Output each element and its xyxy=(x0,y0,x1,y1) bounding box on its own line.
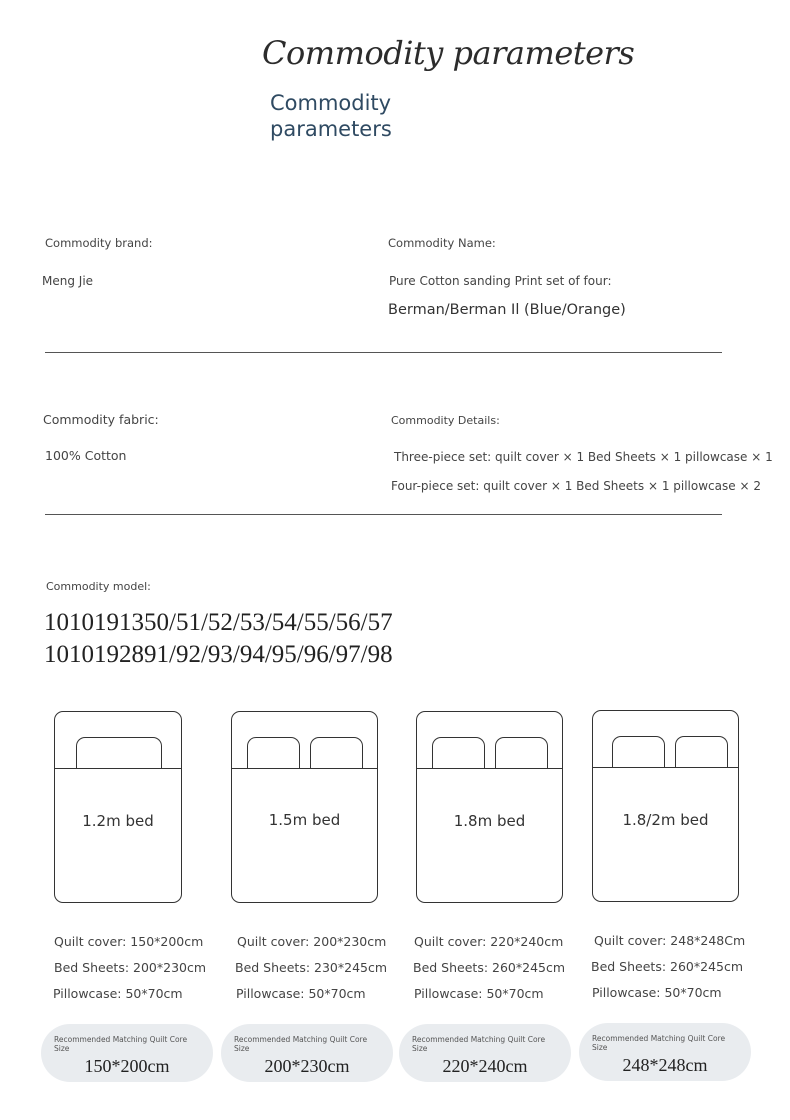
pillow-icon xyxy=(675,736,728,768)
core-label: Recommended Matching Quilt Core Size xyxy=(234,1035,368,1053)
bed-label: 1.8/2m bed xyxy=(622,811,709,829)
core-size-badge xyxy=(399,1024,571,1082)
quilt-spec: Quilt cover: 150*200cm xyxy=(54,934,204,949)
model-label: Commodity model: xyxy=(46,580,151,593)
pillow-icon xyxy=(612,736,665,768)
bed-diagram-1 xyxy=(54,711,182,903)
name-value: Berman/Berman Il (Blue/Orange) xyxy=(388,302,626,318)
name-subtitle: Pure Cotton sanding Print set of four: xyxy=(389,274,612,288)
core-size-badge xyxy=(221,1024,393,1082)
core-size-badge xyxy=(41,1024,213,1082)
pillow-icon xyxy=(310,737,363,769)
core-label: Recommended Matching Quilt Core Size xyxy=(54,1035,188,1053)
core-size: 150*200cm xyxy=(84,1056,170,1076)
core-size: 200*230cm xyxy=(264,1056,350,1076)
core-size: 248*248cm xyxy=(622,1055,708,1075)
core-size: 220*240cm xyxy=(442,1056,528,1076)
page-title: Commodity parameters xyxy=(270,91,392,141)
bed-diagram-4 xyxy=(592,710,739,902)
bed-diagram-2 xyxy=(231,711,378,903)
details-line-2: Four-piece set: quilt cover × 1 Bed Sheets × 1 pillowcase × 2 xyxy=(391,479,761,493)
model-line-1: 1010191350/51/52/53/54/55/56/57 xyxy=(44,609,393,636)
bed-label: 1.5m bed xyxy=(268,811,341,829)
model-line-2: 1010192891/92/93/94/95/96/97/98 xyxy=(44,641,393,668)
divider xyxy=(45,352,722,353)
sheets-spec: Bed Sheets: 260*245cm xyxy=(413,960,566,975)
pillow-spec: Pillowcase: 50*70cm xyxy=(236,986,366,1001)
fabric-value: 100% Cotton xyxy=(45,448,127,463)
script-title: Commodity parameters xyxy=(262,34,635,72)
pillow-icon xyxy=(495,737,548,769)
core-size-badge xyxy=(579,1023,751,1081)
details-line-1: Three-piece set: quilt cover × 1 Bed Sheets × 1 pillowcase × 1 xyxy=(394,450,773,464)
name-label: Commodity Name: xyxy=(388,236,496,250)
bed-label: 1.2m bed xyxy=(82,812,154,830)
pillow-icon xyxy=(76,737,162,769)
core-label: Recommended Matching Quilt Core Size xyxy=(592,1034,726,1052)
sheets-spec: Bed Sheets: 230*245cm xyxy=(235,960,388,975)
quilt-spec: Quilt cover: 248*248Cm xyxy=(594,933,746,948)
details-label: Commodity Details: xyxy=(391,414,500,427)
pillow-icon xyxy=(247,737,300,769)
pillow-spec: Pillowcase: 50*70cm xyxy=(53,986,183,1001)
bed-diagram-3 xyxy=(416,711,563,903)
brand-value: Meng Jie xyxy=(42,274,94,288)
pillow-spec: Pillowcase: 50*70cm xyxy=(592,985,722,1000)
divider xyxy=(45,514,722,515)
core-label: Recommended Matching Quilt Core Size xyxy=(412,1035,546,1053)
brand-label: Commodity brand: xyxy=(45,236,153,250)
sheets-spec: Bed Sheets: 260*245cm xyxy=(591,959,744,974)
pillow-icon xyxy=(432,737,485,769)
quilt-spec: Quilt cover: 220*240cm xyxy=(414,934,564,949)
quilt-spec: Quilt cover: 200*230cm xyxy=(237,934,387,949)
bed-label: 1.8m bed xyxy=(453,812,526,830)
sheets-spec: Bed Sheets: 200*230cm xyxy=(54,960,207,975)
fabric-label: Commodity fabric: xyxy=(43,412,159,427)
pillow-spec: Pillowcase: 50*70cm xyxy=(414,986,544,1001)
